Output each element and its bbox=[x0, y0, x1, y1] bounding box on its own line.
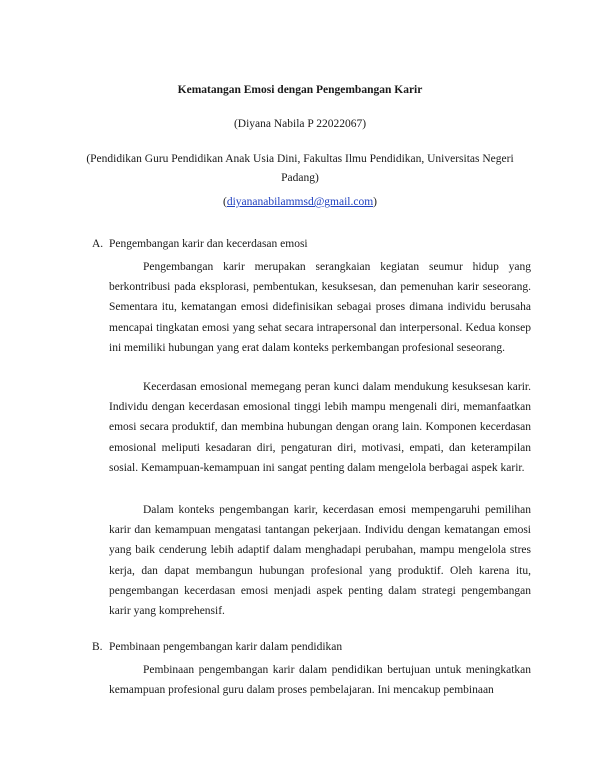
section-a-paragraph-3: Dalam konteks pengembangan karir, kecerdasan emosi mempengaruhi pemilihan karir dan kemampuan mengatasi tantangan pekerjaan. Individu dengan kematangan emosi yang baik cenderung lebih adaptif dalam menghadapi perubahan, mampu mengelola stres kerja, dan dapat membangun hubungan profesional yang produktif. Oleh karena itu, pengembangan kecerdasan emosi menjadi aspek penting dalam strategi pengembangan karir yang komprehensif. bbox=[109, 504, 531, 618]
author-line: (Diyana Nabila P 22022067) bbox=[233, 118, 367, 130]
section-a-paragraph-2: Kecerdasan emosional memegang peran kunci dalam mendukung kesuksesan karir. Individu dengan kecerdasan emosional tinggi lebih mampu mengenali diri, memanfaatkan emosi secara produktif, dan membina hubungan dengan orang lain. Komponen kecerdasan emosional meliputi kesadaran diri, pengaturan diri, motivasi, empati, dan keterampilan sosial. Kemampuan-kemampuan ini sangat penting dalam mengelola berbagai aspek karir. bbox=[109, 381, 531, 474]
section-a-title: Pengembangan karir dan kecerdasan emosi bbox=[109, 238, 308, 250]
section-a-letter: A. bbox=[92, 238, 104, 250]
email-open-paren: ( bbox=[222, 196, 227, 208]
affiliation-line: (Pendidikan Guru Pendidikan Anak Usia Dini, Fakultas Ilmu Pendidikan, Universitas Negeri Padang) bbox=[86, 153, 514, 184]
document-title: Kematangan Emosi dengan Pengembangan Karir bbox=[177, 84, 423, 96]
section-a-paragraph-1: Pengembangan karir merupakan serangkaian kegiatan seumur hidup yang berkontribusi pada eksplorasi, pembentukan, kesuksesan, dan pemenuhan karir seseorang. Sementara itu, kematangan emosi didefinisikan sebagai proses dimana individu berusaha mencapai tingkatan emosi yang sehat secara intrapersonal dan interpersonal. Kedua konsep ini memiliki hubungan yang erat dalam konteks perkembangan profesional seseorang. bbox=[109, 261, 531, 354]
section-b-title: Pembinaan pengembangan karir dalam pendidikan bbox=[109, 641, 343, 653]
section-b-paragraph-1: Pembinaan pengembangan karir dalam pendidikan bertujuan untuk meningkatkan kemampuan profesional guru dalam proses pembelajaran. Ini mencakup pembinaan bbox=[109, 664, 531, 697]
section-b-heading bbox=[92, 638, 342, 657]
email-close-paren: ) bbox=[373, 196, 377, 208]
email-line bbox=[0, 193, 600, 212]
email-link[interactable]: diyananabilammsd@gmail.com bbox=[226, 196, 374, 208]
section-b-letter: B. bbox=[92, 641, 103, 653]
section-a-heading bbox=[92, 235, 308, 254]
